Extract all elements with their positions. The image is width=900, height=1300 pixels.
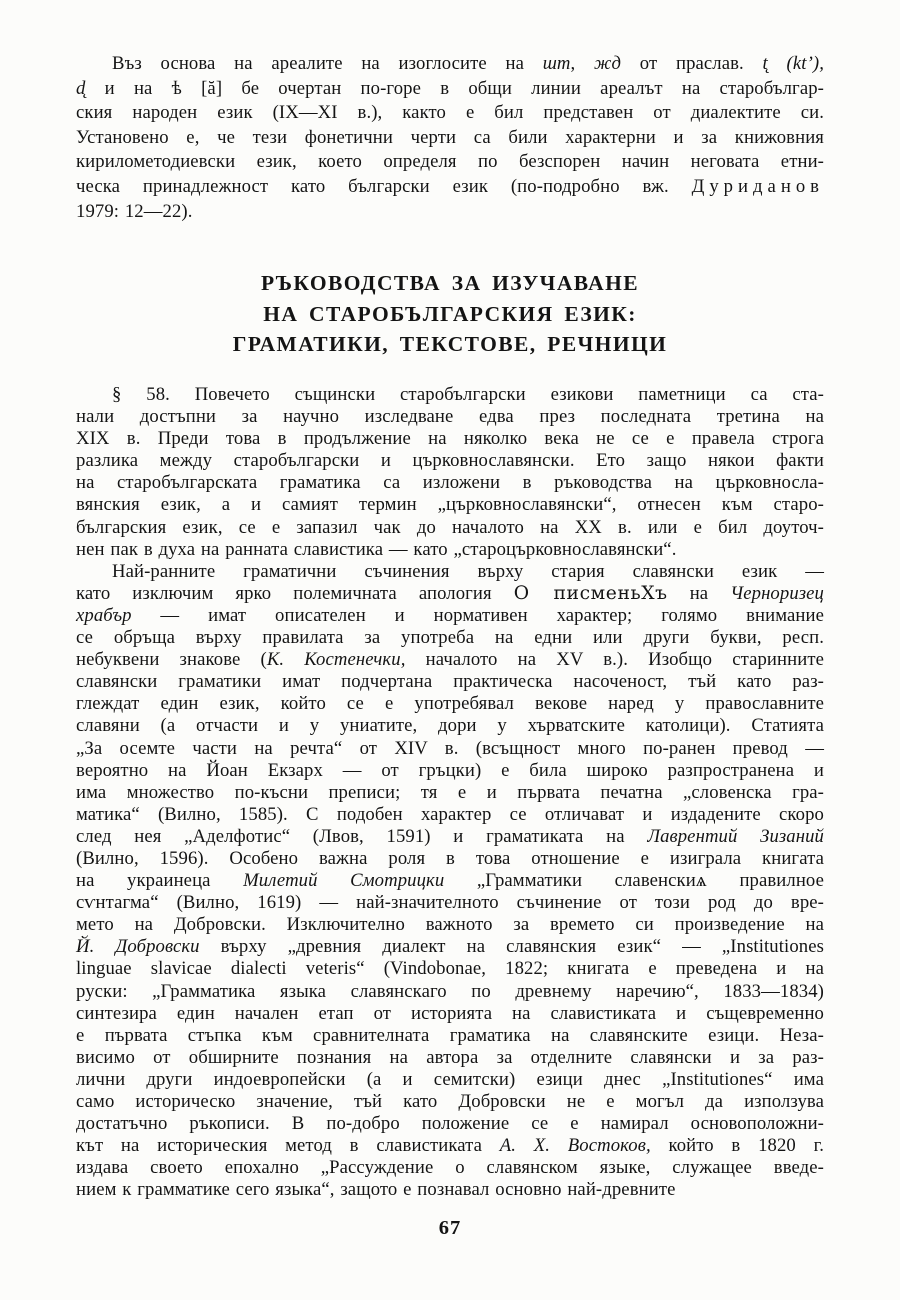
- text-line: d̨ и на ѣ [ă] бе очертан по-горе в общи линии ареалът на старобългар-: [76, 77, 824, 99]
- text-line: като изключим ярко полемичната апология О писменьХъ на Черноризец: [76, 582, 824, 604]
- text-line: лични други индоевропейски (а и семитски) езици днес „Institutiones“ има: [76, 1068, 824, 1090]
- section-heading: [76, 268, 824, 360]
- text-line: след нея „Аделфотис“ (Лвов, 1591) и граматиката на Лаврентий Зизаний: [76, 825, 825, 847]
- text-line: нием к грамматике сего языка“, защото е познавал основно най-древните: [76, 1179, 676, 1201]
- text-line: 1979: 12—22).: [76, 200, 193, 222]
- text-line: достатъчно ръкописи. В по-добро положение се е намирал основоположни-: [76, 1113, 824, 1135]
- text-line: вянския език, а и самият термин „църковнославянски“, отнесен към старо-: [76, 494, 824, 516]
- text-line: мето на Добровски. Изключително важното за времето си произведение на: [76, 914, 824, 936]
- text-line: сѵнтагма“ (Вилно, 1619) — най-значителното съчинение от този род до вре-: [76, 892, 824, 914]
- text-line: кът на историческия метод в славистиката А. Х. Востоков, който в 1820 г.: [76, 1135, 825, 1157]
- text-line: е първата стъпка към сравнителната граматика на славянските езици. Неза-: [76, 1024, 824, 1046]
- text-line: § 58. Повечето същински старобългарски езикови паметници са ста-: [112, 384, 824, 405]
- text-line: синтезира един начален етап от историята на славистиката и същевременно: [76, 1002, 824, 1024]
- text-line: нали достъпни за научно изследване едва през последната третина на: [76, 406, 824, 428]
- text-line: славянски граматики имат подчертана практическа насоченост, тъй като раз-: [76, 671, 824, 693]
- heading-line: РЪКОВОДСТВА ЗА ИЗУЧАВАНЕ: [261, 271, 639, 295]
- text-line: глеждат един език, който се е употребявал векове наред у православните: [76, 693, 824, 715]
- section-58-text: [76, 384, 824, 1201]
- text-line: (Вилно, 1596). Особено важна роля в това отношение е изиграла книгата: [76, 847, 824, 869]
- intro-paragraph: [76, 52, 824, 224]
- text-line: има множество по-късни преписи; тя е и първата печатна „словенска гра-: [76, 781, 824, 803]
- heading-line: НА СТАРОБЪЛГАРСКИЯ ЕЗИК:: [263, 301, 637, 326]
- text-line: Въз основа на ареалите на изоглосите на шт, жд от праслав. t̨ (kt’),: [112, 53, 824, 74]
- text-line: Установено е, че тези фонетични черти са били характерни и за книжовния: [76, 126, 824, 148]
- text-line: linguae slavicae dialecti veteris“ (Vindobonae, 1822; книгата е преведена и на: [76, 958, 824, 980]
- text-line: руски: „Грамматика языка славянскаго по древнему наречию“, 1833—1834): [76, 980, 824, 1002]
- text-line: ския народен език (IX—XI в.), както е бил представен от диалектите си.: [76, 102, 824, 124]
- page-number: 67: [438, 1217, 462, 1239]
- text-line: кирилометодиевски език, което определя по безспорен начин неговата етни-: [76, 151, 824, 173]
- text-line: българския език, се е запазил чак до началото на XX в. или е бил доуточ-: [76, 516, 824, 538]
- text-line: небуквени знакове (К. Костенечки, началото на XV в.). Изобщо старинните: [76, 649, 824, 671]
- text-line: XIX в. Преди това в продължение на няколко века не се е правела строга: [76, 428, 824, 450]
- text-line: висимо от обширните познания на автора за отделните славянски и за раз-: [76, 1046, 824, 1068]
- text-line: на старобългарската граматика са изложени в ръководства на църковносла-: [76, 472, 824, 494]
- text-line: издава своето епохално „Рассуждение о славянском языке, служащее введе-: [76, 1157, 824, 1179]
- text-line: Най-ранните граматични съчинения върху стария славянски език —: [112, 560, 824, 582]
- text-line: нен пак в духа на ранната славистика — като „староцърковнославянски“.: [76, 538, 677, 560]
- text-line: храбър — имат описателен и нормативен характер; голямо внимание: [76, 604, 824, 626]
- text-line: славяни (а отчасти и у униатите, дори у хърватските католици). Статията: [76, 715, 824, 737]
- text-line: „За осемте части на речта“ от XIV в. (всъщност много по-ранен превод —: [76, 737, 824, 759]
- heading-line: ГРАМАТИКИ, ТЕКСТОВЕ, РЕЧНИЦИ: [232, 332, 668, 356]
- text-line: матика“ (Вилно, 1585). С подобен характер се отличават и издадените скоро: [76, 803, 824, 825]
- text-line: само историческо значение, тъй като Добровски не е могъл да използува: [76, 1091, 824, 1112]
- text-line: на украинеца Милетий Смотрицки „Грамматики славенскиѧ правилное: [76, 870, 825, 892]
- text-line: ческа принадлежност като български език (по-подробно вж. Дуриданов: [76, 175, 824, 197]
- text-line: вероятно на Йоан Екзарх — от гръцки) е била широко разпространена и: [76, 759, 824, 781]
- text-line: разлика между старобългарски и църковнославянски. Ето защо някои факти: [76, 450, 824, 472]
- text-line: Й. Добровски върху „древния диалект на славянския език“ — „Institutiones: [76, 936, 824, 958]
- text-line: се обръща върху правилата за употреба на едни или други букви, респ.: [76, 627, 824, 649]
